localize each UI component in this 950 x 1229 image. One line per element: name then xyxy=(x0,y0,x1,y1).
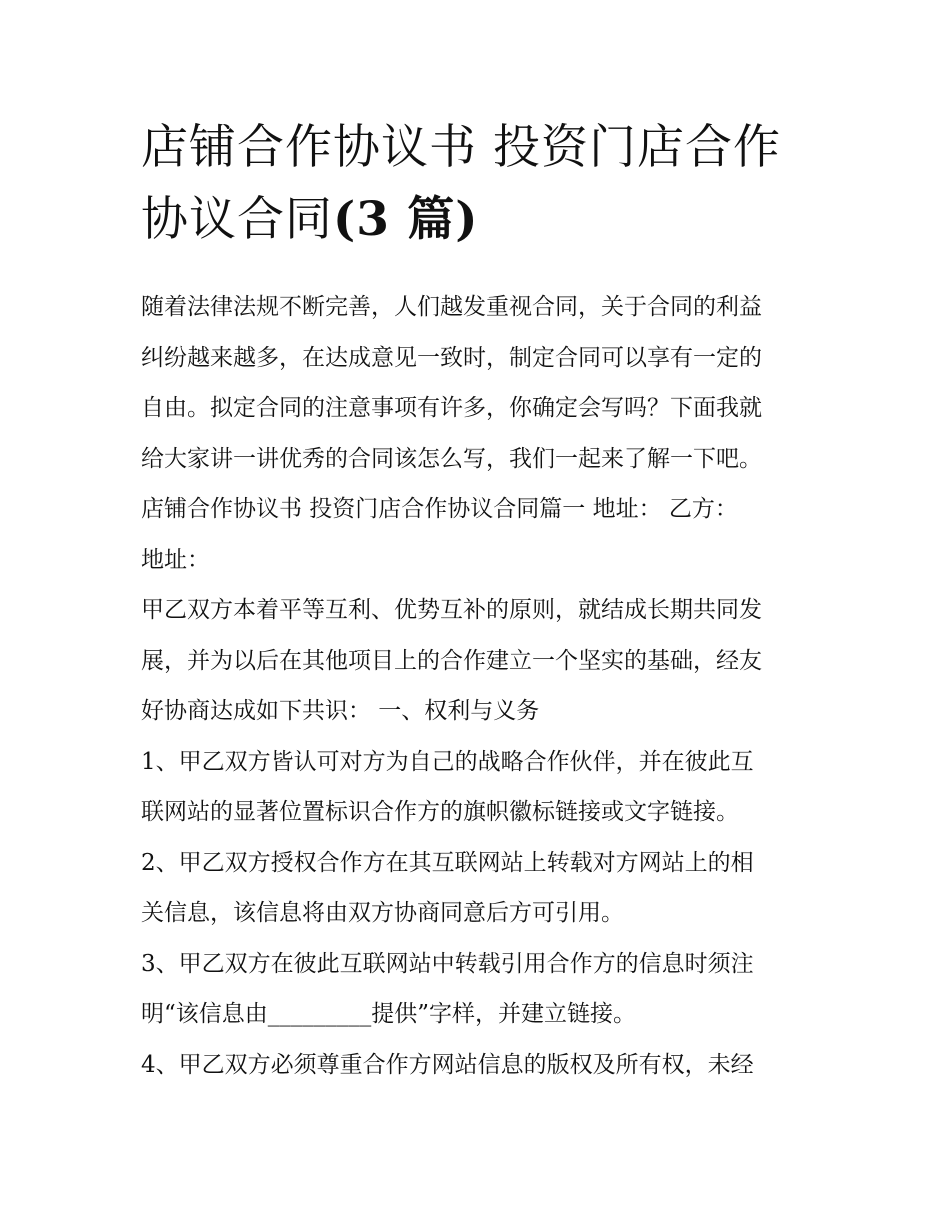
body-line: 展，并为以后在其他项目上的合作建立一个坚实的基础，经友 xyxy=(141,647,762,674)
body-line: 店铺合作协议书 投资门店合作协议合同篇一 地址： 乙方： xyxy=(141,496,738,522)
title-line-1: 店铺合作协议书 投资门店合作 xyxy=(141,120,781,175)
body-line: 地址： xyxy=(141,546,210,573)
title-line-2 xyxy=(141,184,821,256)
body-line: 好协商达成如下共识： 一、权利与义务 xyxy=(141,698,540,724)
body-line: 随着法律法规不断完善，人们越发重视合同，关于合同的利益 xyxy=(141,294,762,320)
title-count: (3 篇) xyxy=(333,192,479,247)
body-line: 关信息，该信息将由双方协商同意后方可引用。 xyxy=(141,900,624,926)
document-content xyxy=(141,112,821,1090)
body-line: 纠纷越来越多，在达成意见一致时，制定合同可以享有一定的 xyxy=(141,344,762,371)
body-line: 甲乙双方本着平等互利、优势互补的原则，就结成长期共同发 xyxy=(141,597,762,623)
body-line: 2、甲乙双方授权合作方在其互联网站上转载对方网站上的相 xyxy=(141,849,754,876)
body-line: 明“该信息由_________提供”字样，并建立链接。 xyxy=(141,1001,637,1027)
body-line: 自由。拟定合同的注意事项有许多，你确定会写吗？下面我就 xyxy=(141,395,762,421)
body-line: 1、甲乙双方皆认可对方为自己的战略合作伙伴，并在彼此互 xyxy=(141,748,754,775)
body-line: 4、甲乙双方必须尊重合作方网站信息的版权及所有权，未经 xyxy=(141,1051,754,1078)
title-line-2-text: 协议合同(3 篇) xyxy=(141,192,479,247)
body-line: 给大家讲一讲优秀的合同该怎么写，我们一起来了解一下吧。 xyxy=(141,445,762,472)
document-body xyxy=(141,282,821,1090)
body-line: 3、甲乙双方在彼此互联网站中转载引用合作方的信息时须注 xyxy=(141,950,754,977)
document-title xyxy=(141,112,821,256)
body-line: 联网站的显著位置标识合作方的旗帜徽标链接或文字链接。 xyxy=(141,799,739,825)
